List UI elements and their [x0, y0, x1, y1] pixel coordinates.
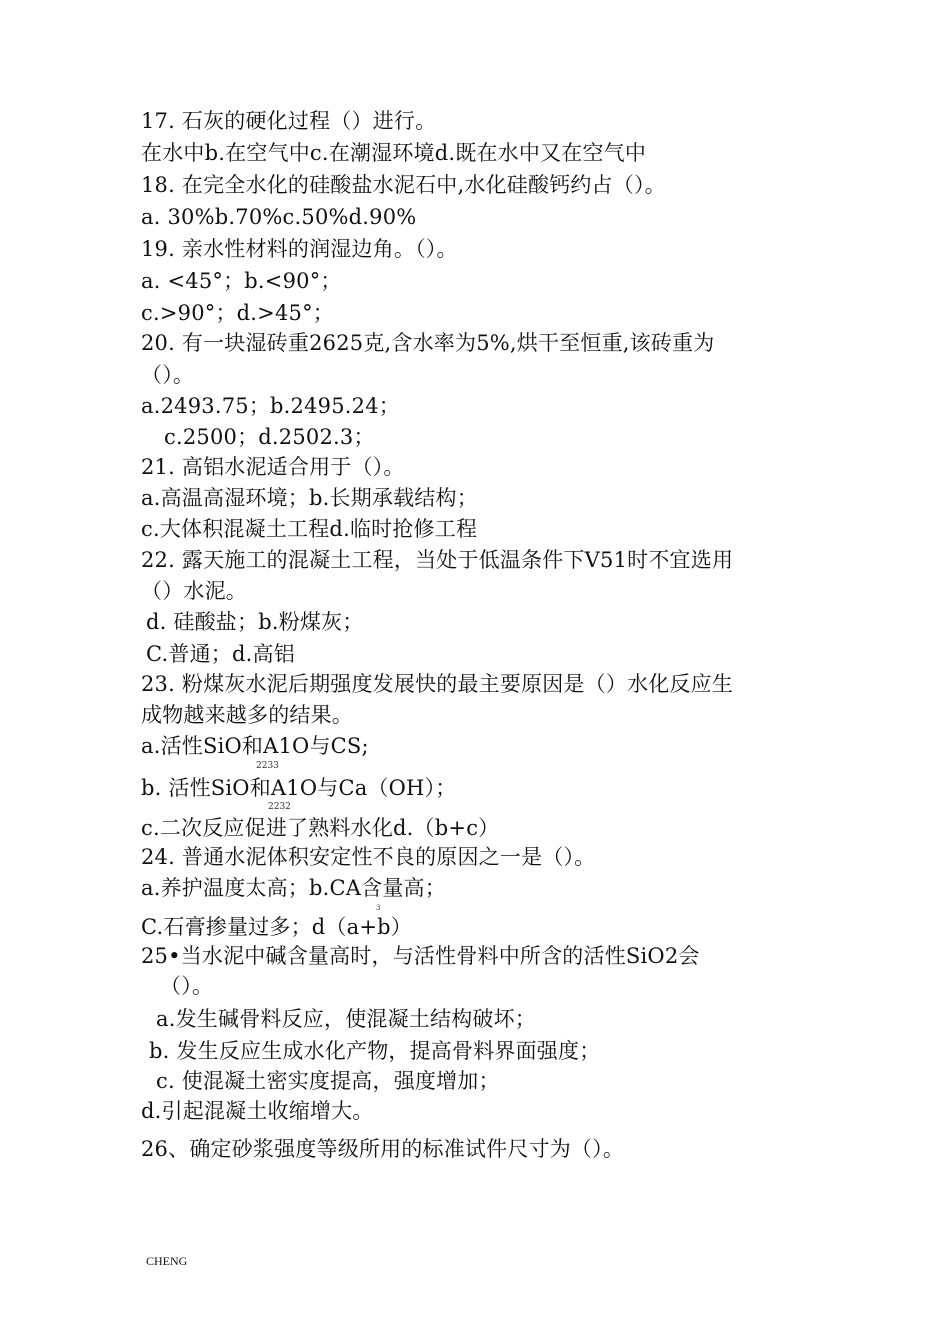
q17-options: 在水中b.在空气中c.在潮湿环境d.既在水中又在空气中: [141, 141, 647, 165]
q23-option-b-subscripts: 2232: [268, 802, 291, 812]
q25-option-b: b. 发生反应生成水化产物，提高骨料界面强度；: [149, 1039, 601, 1063]
q17-stem: 17. 石灰的硬化过程（）进行。: [141, 109, 437, 133]
q23-option-a-subscripts: 2233: [256, 761, 279, 771]
q25-option-d: d.引起混凝土收缩增大。: [141, 1099, 374, 1123]
q20-options-cd: c.2500；d.2502.3；: [164, 425, 375, 449]
q24-options-cd: C.石膏掺量过多；d（a+b）: [141, 915, 412, 939]
q23-options-cd: c.二次反应促进了熟料水化d.（b+c）: [141, 816, 500, 840]
q22-options-cd: C.普通；d.高铝: [146, 642, 295, 666]
page-footer: CHENG: [146, 1254, 188, 1268]
q21-stem: 21. 高铝水泥适合用于（）。: [141, 455, 405, 479]
q18-options: a. 30%b.70%c.50%d.90%: [141, 205, 417, 229]
q23-option-a: a.活性SiO和A1O与CS;: [141, 734, 369, 758]
q19-stem: 19. 亲水性材料的润湿边角。（）。: [141, 237, 458, 261]
q24-options-ab: a.养护温度太高；b.CA含量高；: [141, 876, 446, 900]
q26-stem: 26、确定砂浆强度等级所用的标准试件尺寸为（）。: [141, 1137, 625, 1161]
q23-stem: 23. 粉煤灰水泥后期强度发展快的最主要原因是（）水化反应生: [141, 672, 734, 696]
q24-stem: 24. 普通水泥体积安定性不良的原因之一是（）。: [141, 845, 596, 869]
q21-options-cd: c.大体积混凝土工程d.临时抢修工程: [141, 517, 478, 541]
q24-option-b-subscript: 3: [376, 904, 381, 912]
q19-options-cd: c.>90°；d.>45°；: [141, 301, 334, 325]
q25-stem-continued: （）。: [160, 974, 214, 998]
q20-stem: 20. 有一块湿砖重2625克,含水率为5%,烘干至恒重,该砖重为: [141, 331, 715, 355]
q22-stem: 22. 露天施工的混凝土工程，当处于低温条件下V51时不宜选用: [141, 548, 734, 572]
q25-option-c: c. 使混凝土密实度提高，强度增加；: [156, 1069, 500, 1093]
q23-stem-continued: 成物越来越多的结果。: [141, 703, 353, 727]
q20-options-ab: a.2493.75；b.2495.24；: [141, 394, 400, 418]
q21-options-ab: a.高温高湿环境；b.长期承载结构；: [141, 486, 478, 510]
q20-stem-continued: （）。: [141, 363, 195, 387]
q18-stem: 18. 在完全水化的硅酸盐水泥石中,水化硅酸钙约占（）。: [141, 173, 666, 197]
q25-option-a: a.发生碱骨料反应，使混凝土结构破坏；: [156, 1007, 536, 1031]
q22-options-ab: d. 硅酸盐；b.粉煤灰；: [146, 610, 364, 634]
q19-options-ab: a. <45°；b.<90°；: [141, 269, 342, 293]
q23-option-b: b. 活性SiO和A1O与Ca（OH）；: [141, 776, 457, 800]
q22-stem-continued: （）水泥。: [141, 579, 247, 603]
q25-stem: 25•当水泥中碱含量高时，与活性骨料中所含的活性SiO2会: [141, 944, 700, 968]
